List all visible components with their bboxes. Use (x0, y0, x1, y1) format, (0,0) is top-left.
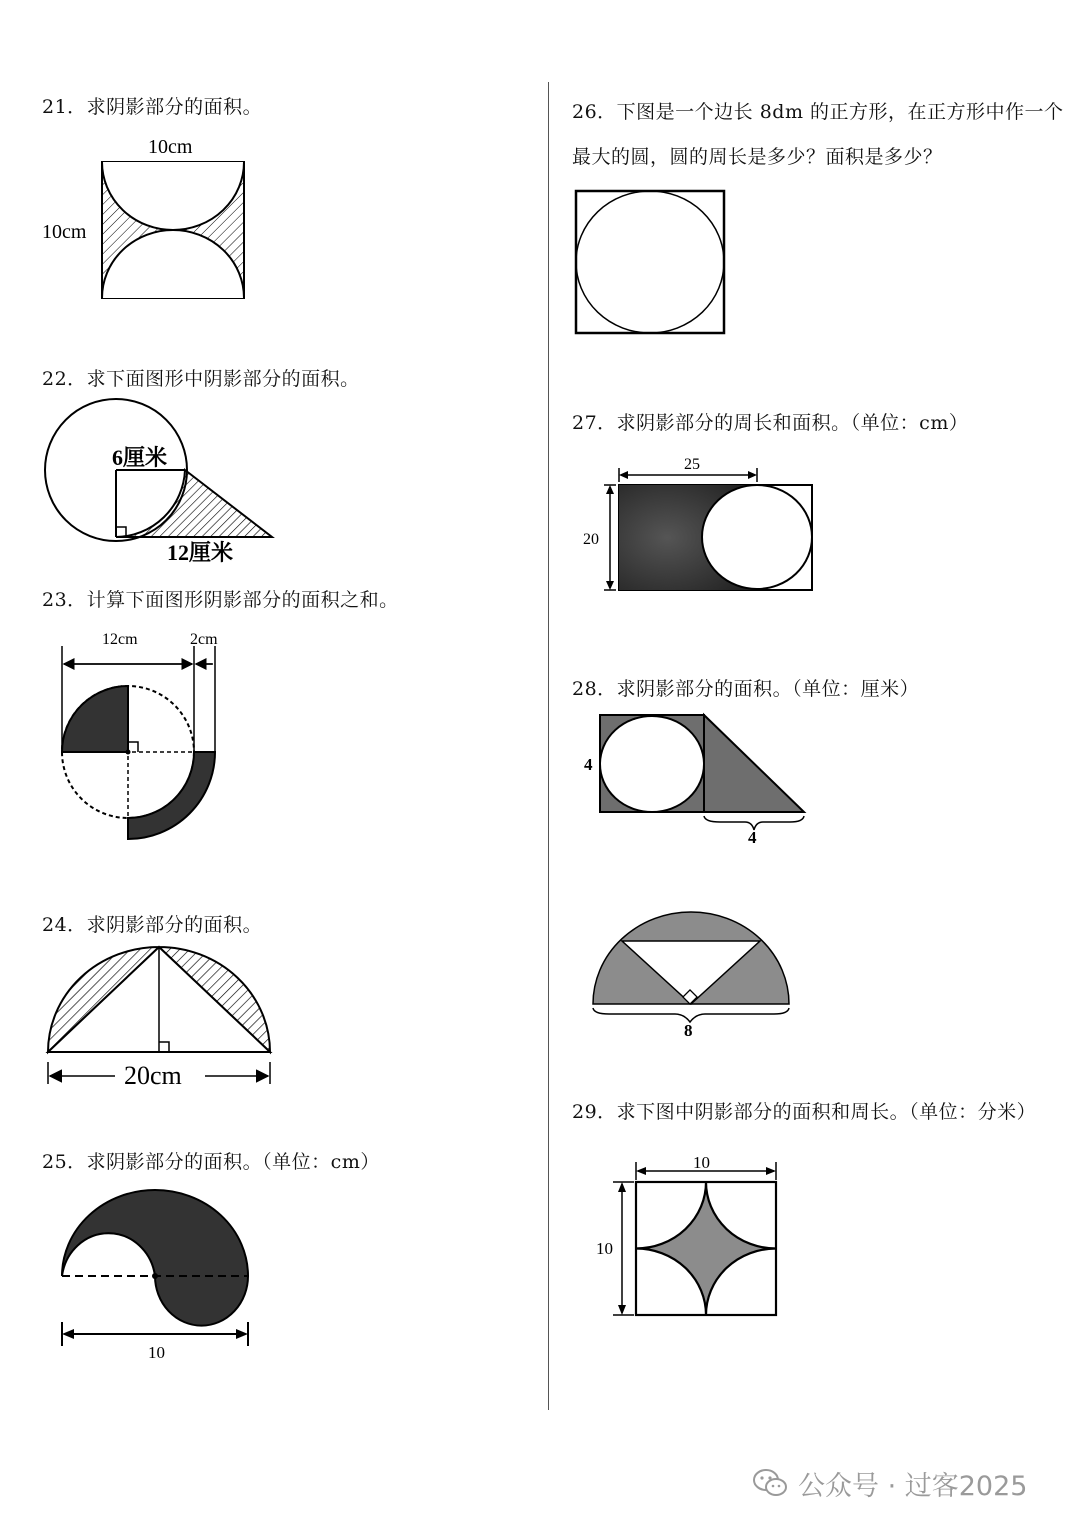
label-semicircle: 8 (684, 1021, 693, 1040)
figure-22 (40, 395, 280, 570)
figure-28a (578, 710, 813, 850)
label-side: 10cm (42, 221, 87, 243)
figure-25 (55, 1185, 260, 1365)
question-28-text: 28．求阴影部分的面积。（单位：厘米） (572, 678, 920, 700)
watermark (752, 1463, 1027, 1503)
label-base: 10 (148, 1343, 165, 1362)
question-25-text: 25．求阴影部分的面积。（单位：cm） (42, 1151, 380, 1173)
question-23-text: 23．计算下面图形阴影部分的面积之和。 (42, 589, 399, 611)
figure-27 (575, 450, 820, 600)
figure-28b (585, 905, 800, 1040)
figure-29 (590, 1150, 790, 1325)
label-radius: 6厘米 (112, 445, 168, 470)
shaded-region (116, 470, 272, 537)
figure-21 (30, 130, 260, 310)
question-26-text-line1: 26．下图是一个边长 8dm 的正方形，在正方形中作一个 (572, 101, 1064, 123)
label-base: 20cm (124, 1061, 182, 1090)
label-top: 10cm (148, 136, 193, 158)
label-top: 10 (693, 1153, 710, 1172)
label-base: 12厘米 (167, 540, 234, 565)
figure-26 (570, 185, 730, 340)
question-27-text: 27．求阴影部分的周长和面积。（单位：cm） (572, 412, 969, 434)
label-b: 2cm (190, 631, 218, 648)
column-divider (548, 82, 549, 1410)
label-side: 20 (583, 531, 599, 548)
question-21-text: 21．求阴影部分的面积。 (42, 96, 263, 118)
shaded-triangle (704, 715, 804, 812)
label-a: 12cm (102, 631, 138, 648)
shaded-quarter (62, 686, 128, 752)
label-bottom: 4 (748, 828, 757, 847)
question-24-text: 24．求阴影部分的面积。 (42, 914, 263, 936)
wechat-icon (752, 1468, 788, 1498)
question-22-text: 22．求下面图形中阴影部分的面积。 (42, 368, 360, 390)
question-29-text: 29．求下图中阴影部分的面积和周长。（单位：分米） (572, 1101, 1037, 1123)
figure-24 (40, 940, 280, 1090)
label-top: 25 (684, 456, 700, 473)
watermark-text: 公众号 · 过客2025 (798, 1470, 1028, 1502)
figure-23 (45, 622, 235, 847)
label-side: 10 (596, 1239, 613, 1258)
label-side: 4 (584, 755, 593, 774)
question-26-text-line2: 最大的圆，圆的周长是多少？面积是多少？ (572, 146, 943, 168)
shaded-ring (128, 752, 215, 839)
